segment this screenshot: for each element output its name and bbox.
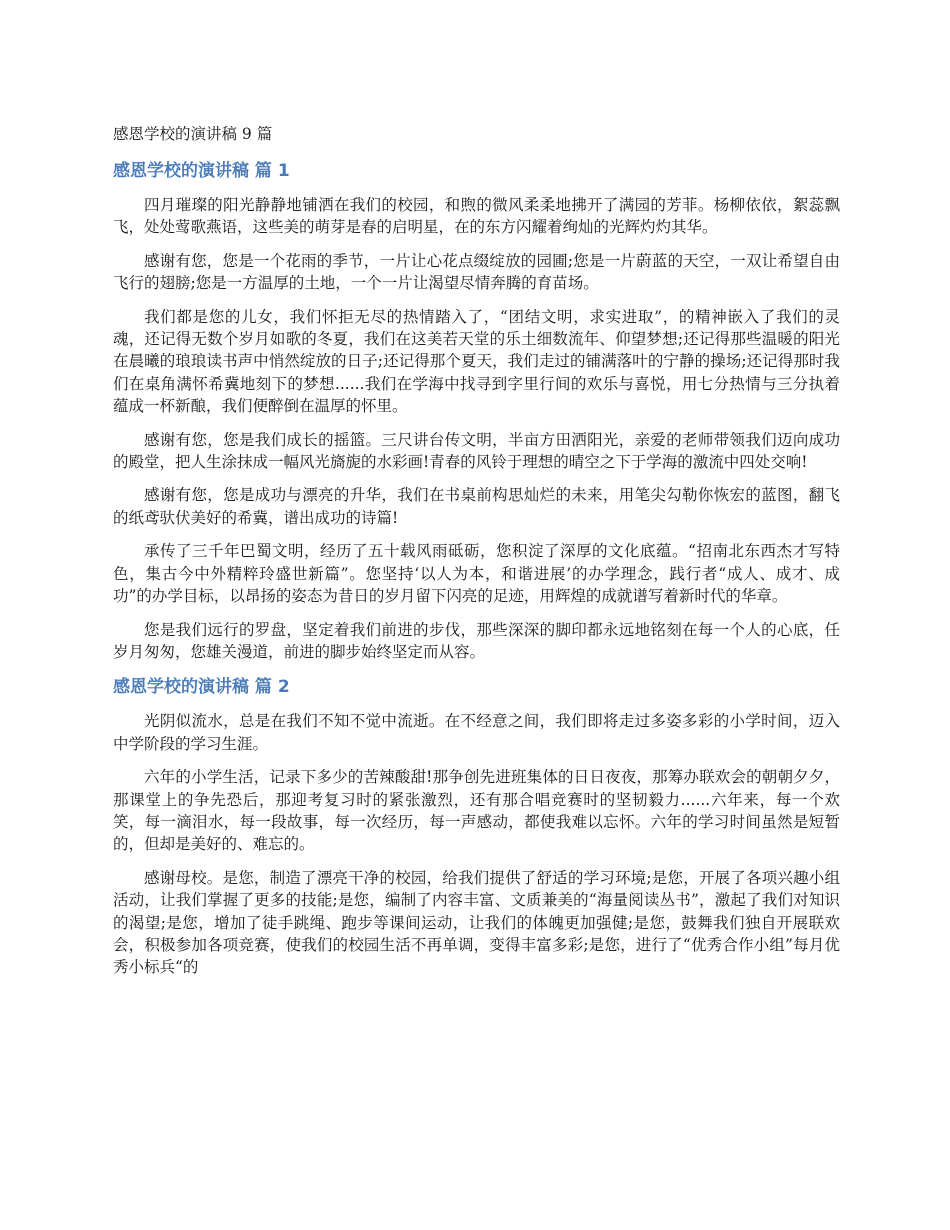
- paragraph: 感谢有您，您是我们成长的摇篮。三尺讲台传文明，半亩方田洒阳光，亲爱的老师带领我们迈向成功的殿堂，把人生涂抹成一幅风光旖旎的水彩画!青春的风铃于理想的晴空之下于学海的激流中四处交响!: [113, 430, 840, 472]
- document-page: [113, 122, 840, 990]
- section-1: [113, 158, 840, 663]
- paragraph: 感谢母校。是您，制造了漂亮干净的校园，给我们提供了舒适的学习环境;是您，开展了各项兴趣小组活动，让我们掌握了更多的技能;是您，编制了内容丰富、文质兼美的“海量阅读丛书”，激起了我们对知识的渴望;是您，增加了徒手跳绳、跑步等课间运动，让我们的体魄更加强健;是您，鼓舞我们独自开展联欢会，积极参加各项竞赛，使我们的校园生活不再单调，变得丰富多彩;是您，进行了“优秀合作小组”每月优秀小标兵“的: [113, 868, 840, 977]
- paragraph: 光阴似流水，总是在我们不知不觉中流逝。在不经意之间，我们即将走过多姿多彩的小学时间，迈入中学阶段的学习生涯。: [113, 712, 840, 753]
- section-heading: 感恩学校的演讲稿 篇 2: [113, 677, 290, 698]
- paragraph: 您是我们远行的罗盘，坚定着我们前进的步伐，那些深深的脚印都永远地铭刻在每一个人的心底，任岁月匆匆，您雄关漫道，前进的脚步始终坚定而从容。: [113, 620, 840, 661]
- paragraph: 感谢有您，您是成功与漂亮的升华，我们在书桌前构思灿烂的未来，用笔尖勾勒你恢宏的蓝图，翻飞的纸鸢驮伏美好的希冀，谱出成功的诗篇!: [113, 486, 840, 527]
- document-title: 感恩学校的演讲稿 9 篇: [113, 125, 273, 143]
- section-2: [113, 674, 840, 978]
- paragraph: 感谢有您，您是一个花雨的季节，一片让心花点缀绽放的园圃;您是一片蔚蓝的天空，一双让希望自由飞行的翅膀;您是一方温厚的土地，一个一片让渴望尽情奔腾的育苗场。: [113, 251, 840, 293]
- paragraph: 承传了三千年巴蜀文明，经历了五十载风雨砥砺，您积淀了深厚的文化底蕴。“招南北东西杰才写特色，集古今中外精粹玲盛世新篇”。您坚持‘以人为本，和谐进展’的办学理念，践行者“成人、成才、成功”的办学目标，以昂扬的姿态为昔日的岁月留下闪亮的足迹，用辉煌的成就谱写着新时代的华章。: [113, 542, 840, 606]
- section-heading: 感恩学校的演讲稿 篇 1: [113, 161, 290, 181]
- paragraph: 我们都是您的儿女，我们怀拒无尽的热情踏入了，“团结文明，求实进取”，的精神嵌入了我们的灵魂，还记得无数个岁月如歌的冬夏，我们在这美若天堂的乐土细数流年、仰望梦想;还记得那些温暖的阳光在晨曦的琅琅读书声中悄然绽放的日子;还记得那个夏天，我们走过的铺满落叶的宁静的操场;还记得那时我们在桌角满怀希冀地刻下的梦想......我们在学海中找寻到字里行间的欢乐与喜悦，用七分热情与三分执着蕴成一杯新酿，我们便醉倒在温厚的怀里。: [113, 307, 840, 416]
- paragraph: 四月璀璨的阳光静静地铺洒在我们的校园，和煦的微风柔柔地拂开了满园的芳菲。杨柳依依，絮蕊飘飞，处处莺歌燕语，这些美的萌芽是春的启明星，在的东方闪耀着绚灿的光辉灼灼其华。: [113, 196, 840, 237]
- paragraph: 六年的小学生活，记录下多少的苦辣酸甜!那争创先进班集体的日日夜夜，那筹办联欢会的朝朝夕夕，那课堂上的争先恐后，那迎考复习时的紧张激烈，还有那合唱竞赛时的坚韧毅力......六年来，每一个欢笑，每一滴泪水，每一段故事，每一次经历，每一声感动，都使我难以忘怀。六年的学习时间虽然是短暂的，但却是美好的、难忘的。: [113, 768, 840, 854]
